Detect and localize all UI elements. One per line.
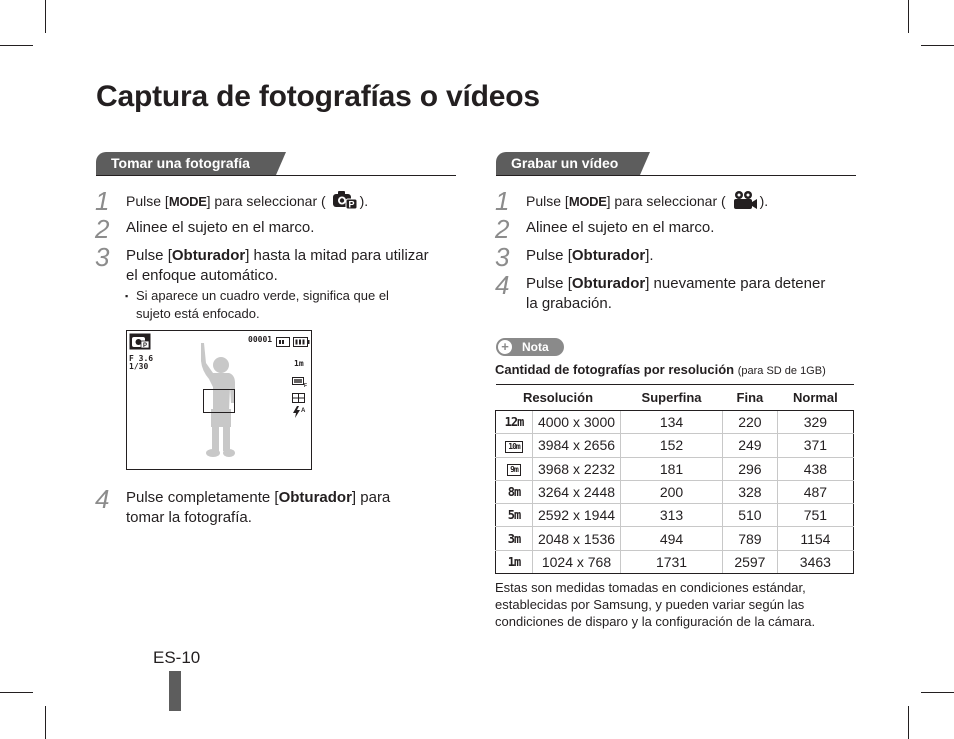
step-number: 4 xyxy=(95,484,110,514)
resolution-icon: 1m xyxy=(294,359,304,368)
battery-icon xyxy=(293,334,310,352)
focus-frame xyxy=(203,389,235,413)
crop-mark xyxy=(0,45,33,46)
resolution-table xyxy=(495,384,854,574)
resolution-8m-icon: 8m xyxy=(496,480,533,503)
mode-key: MODE xyxy=(168,194,207,210)
step-number: 1 xyxy=(95,186,110,216)
table-header-row xyxy=(496,385,854,411)
resolution-3m-icon: 3m xyxy=(496,527,533,550)
note-label: + Nota xyxy=(496,338,564,356)
svg-text:F: F xyxy=(304,383,308,389)
step-number: 2 xyxy=(495,214,510,244)
page-edge-marker xyxy=(169,671,181,711)
camera-mode-icon xyxy=(129,333,151,355)
step-number: 3 xyxy=(495,242,510,272)
table-row: 3m 2048 x 1536 494 789 1154 xyxy=(496,527,854,550)
resolution-12m-icon: 12m xyxy=(496,411,533,434)
photo-step-1: Pulse [MODE] para seleccionar ( P ). xyxy=(126,190,368,215)
svg-text:P: P xyxy=(142,343,148,349)
movie-camera-icon xyxy=(732,190,758,215)
video-step-4: Pulse [Obturador] nuevamente para detener la grabación. xyxy=(526,275,826,312)
crop-mark xyxy=(0,692,33,693)
table-caption: Cantidad de fotografías por resolución (para SD de 1GB) xyxy=(495,362,826,377)
resolution-1m-icon: 1m xyxy=(496,550,533,573)
table-footnote: Estas son medidas tomadas en condiciones estándar, establecidas por Samsung, y pueden variar según las condiciones de disparo y la configuración de la cámara. xyxy=(495,580,816,629)
column-header: Normal xyxy=(777,385,853,411)
camera-viewfinder-illustration xyxy=(126,330,312,470)
table-row: 1m 1024 x 768 1731 2597 3463 xyxy=(496,550,854,573)
table-row: 12m 4000 x 3000 134 220 329 xyxy=(496,411,854,434)
mode-key: MODE xyxy=(568,194,607,210)
flash-auto-icon xyxy=(293,405,307,423)
crop-mark xyxy=(45,706,46,739)
table-row: 10m 3984 x 2656 152 249 371 xyxy=(496,434,854,457)
column-header: Superfina xyxy=(621,385,723,411)
photo-step-3: Pulse [Obturador] hasta la mitad para utilizar el enfoque automático. xyxy=(126,247,429,284)
video-step-3: Pulse [Obturador]. xyxy=(526,247,654,264)
shot-counter: 00001 xyxy=(248,335,273,344)
aperture-value: F 3.6 xyxy=(129,354,154,363)
resolution-9m-wide-icon: 9m xyxy=(496,457,533,480)
bullet-marker: ▪ xyxy=(125,291,129,301)
step-number: 4 xyxy=(495,270,510,300)
shutter-speed: 1/30 xyxy=(129,362,149,371)
resolution-5m-icon: 5m xyxy=(496,504,533,527)
photo-step-4: Pulse completamente [Obturador] para tomar la fotografía. xyxy=(126,489,391,526)
crop-mark xyxy=(921,692,954,693)
page-number: ES-10 xyxy=(153,648,201,667)
resolution-10m-wide-icon: 10m xyxy=(496,434,533,457)
section-tab-photo: Tomar una fotografía xyxy=(96,152,276,175)
crop-mark xyxy=(45,0,46,33)
focus-note: ▪ Si aparece un cuadro verde, significa que el sujeto está enfocado. xyxy=(125,288,389,321)
section-divider xyxy=(96,175,456,176)
crop-mark xyxy=(908,0,909,33)
camera-program-icon xyxy=(332,190,358,215)
plus-icon: + xyxy=(498,340,512,354)
step-number: 2 xyxy=(95,214,110,244)
video-step-1: Pulse [MODE] para seleccionar ( ). xyxy=(526,190,768,215)
section-divider xyxy=(496,175,856,176)
svg-text:A: A xyxy=(301,408,306,414)
page-title: Captura de fotografías o vídeos xyxy=(96,80,540,113)
step-number: 1 xyxy=(495,186,510,216)
step-number: 3 xyxy=(95,242,110,272)
photo-step-2: Alinee el sujeto en el marco. xyxy=(126,219,315,236)
svg-text:P: P xyxy=(348,199,355,210)
table-row: 8m 3264 x 2448 200 328 487 xyxy=(496,480,854,503)
crop-mark xyxy=(921,45,954,46)
crop-mark xyxy=(908,706,909,739)
video-step-2: Alinee el sujeto en el marco. xyxy=(526,219,715,236)
memory-card-icon xyxy=(276,334,290,352)
section-tab-video: Grabar un vídeo xyxy=(496,152,640,175)
column-header: Resolución xyxy=(496,385,621,411)
column-header: Fina xyxy=(723,385,778,411)
table-row: 9m 3968 x 2232 181 296 438 xyxy=(496,457,854,480)
table-row: 5m 2592 x 1944 313 510 751 xyxy=(496,504,854,527)
